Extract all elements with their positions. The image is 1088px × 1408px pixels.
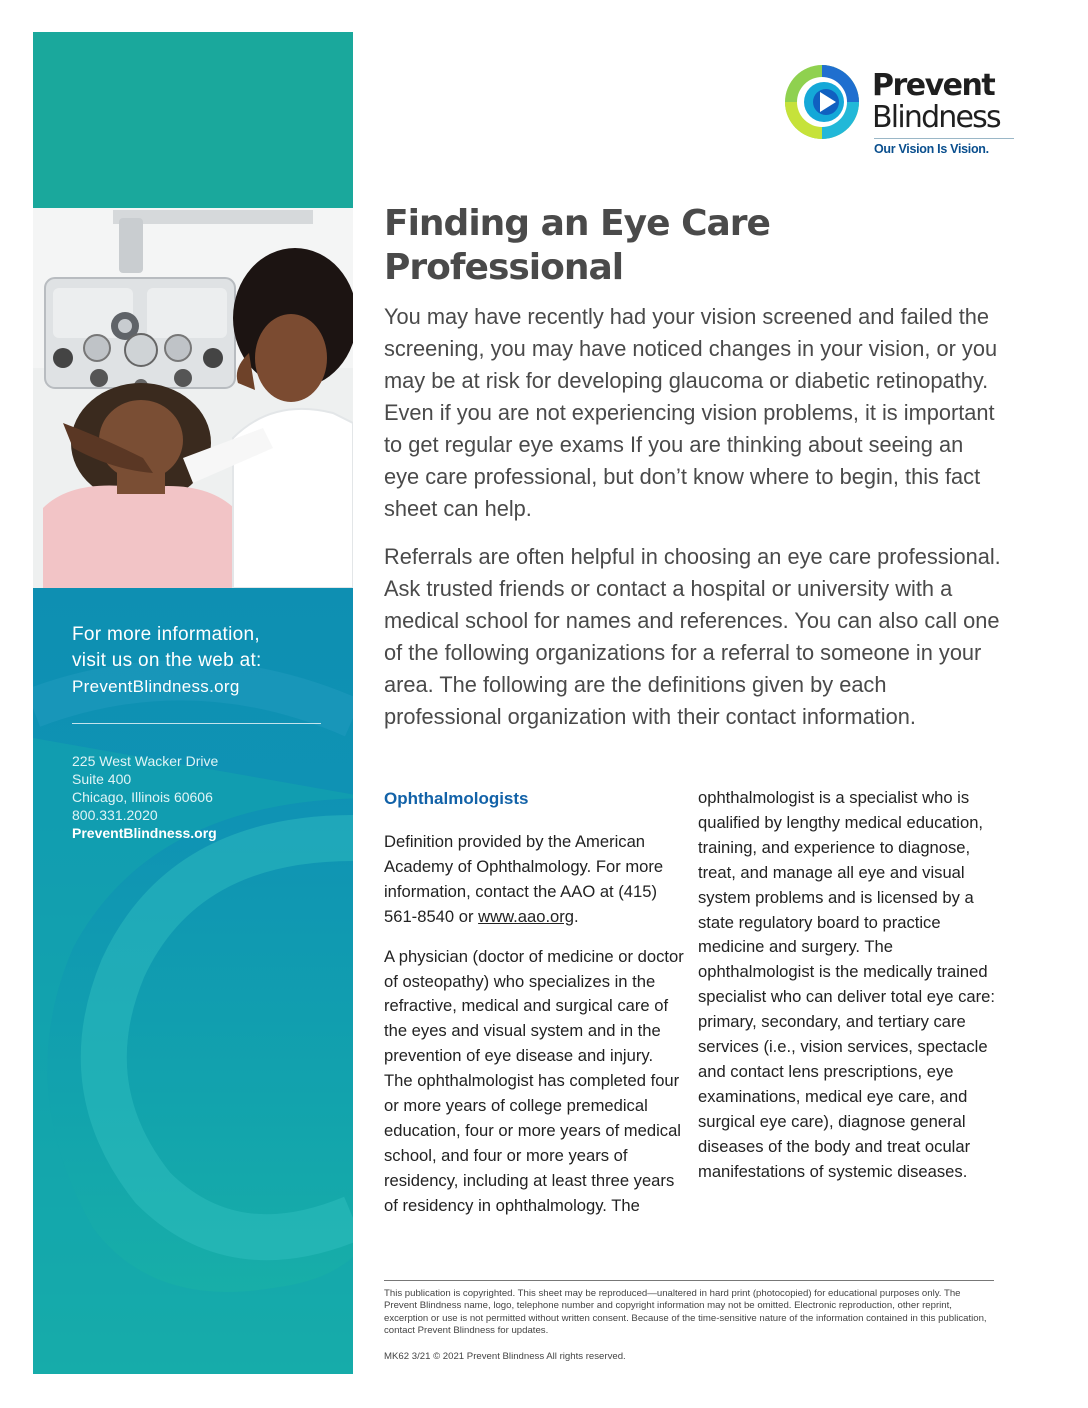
address-web-link[interactable]: PreventBlindness.org [72,825,217,841]
sidebar-teal-band [33,32,353,208]
ophthalmologists-heading: Ophthalmologists [384,789,529,808]
intro-paragraph-2: Referrals are often helpful in choosing an eye care professional. Ask trusted friends or contact a hospital or university with a medical school for names and references. You can also call one of the following organizations for a referral to someone in your area. The following are the definitions given by each professional organization with their contact information. [384,544,1001,729]
page-title [384,202,804,290]
definition-text: Definition provided by the American Academy of Ophthalmology. For more information, contact the AAO at (415) 561-8540 or [384,832,664,926]
info-line-1: For more information, [72,624,260,645]
logo-line-2: Blindness [872,100,1000,135]
title-line-1: Finding an Eye Care [384,203,770,244]
sidebar-info-panel [33,588,353,1374]
definition-body-1: A physician (doctor of medicine or doctor of osteopathy) who specializes in the refractive, medical and surgical care of the eyes and visual system and in the prevention of eye disease and injury. The ophthalmologist has completed four or more years of college premedical education, four or more years of medical school, and four or more years of residency, including at least three years of residency in ophthalmology. The [384,946,684,1215]
address-city: Chicago, Illinois 60606 [72,789,213,805]
title-line-2: Professional [384,247,624,288]
logo-tagline: Our Vision Is Vision. [874,142,989,156]
ophthalmologists-column-2 [698,786,998,1200]
eye-logo-icon [782,62,862,142]
intro-paragraph-1: You may have recently had your vision screened and failed the screening, you may have noticed changes in your vision, or you may be at risk for developing glaucoma or diabetic retinopathy. Even if you are not experiencing vision problems, it is important to get regular eye exams If you are thinking about seeing an eye care professional, but don’t know where to begin, this fact sheet can help. [384,304,998,521]
logo-divider [874,138,1014,139]
prevent-blindness-logo [782,62,1022,162]
footer-publication-id: MK62 3/21 © 2021 Prevent Blindness All rights reserved. [384,1351,626,1362]
definition-end: . [574,906,579,926]
footer-divider [384,1280,994,1281]
definition-source [384,830,684,930]
ophthalmologists-column-1 [384,787,684,1234]
sidebar-divider [72,723,321,724]
address-street: 225 West Wacker Drive [72,753,219,769]
eye-exam-photo [33,208,353,588]
info-url-link[interactable]: PreventBlindness.org [72,677,240,696]
address-suite: Suite 400 [72,771,132,787]
definition-body-2: ophthalmologist is a specialist who is qualified by lengthy medical education, training, and experience to diagnose, treat, and manage all eye and visual system problems and is licensed by a state regulatory board to practice medicine and surgery. The ophthalmologist is the medically trained specialist who can deliver total eye care: primary, secondary, and tertiary care services (i.e., vision services, spectacle and contact lens prescriptions, eye examinations, medical eye care, and surgical eye care), diagnose general diseases of the body and treat ocular manifestations of systemic diseases. [698,788,995,1181]
sidebar-address [72,752,218,842]
logo-line-1: Prevent [872,68,995,103]
aao-link[interactable]: www.aao.org [478,906,575,926]
address-phone: 800.331.2020 [72,807,158,823]
sidebar-info-text [72,622,332,700]
copyright-notice: This publication is copyrighted. This sheet may be reproduced—unaltered in hard print (photocopied) for educational purposes only. The Prevent Blindness name, logo, telephone number and copyright information may not be omitted. Electronic reproduction, other reprint, excerption or use is not permitted without written consent. Because of the time-sensitive nature of the information contained in this publication, contact Prevent Blindness for updates. [384,1288,987,1337]
decorative-swirl [33,588,353,1374]
info-line-2: visit us on the web at: [72,650,262,671]
sidebar [33,32,353,1374]
logo-wordmark [872,70,1000,134]
